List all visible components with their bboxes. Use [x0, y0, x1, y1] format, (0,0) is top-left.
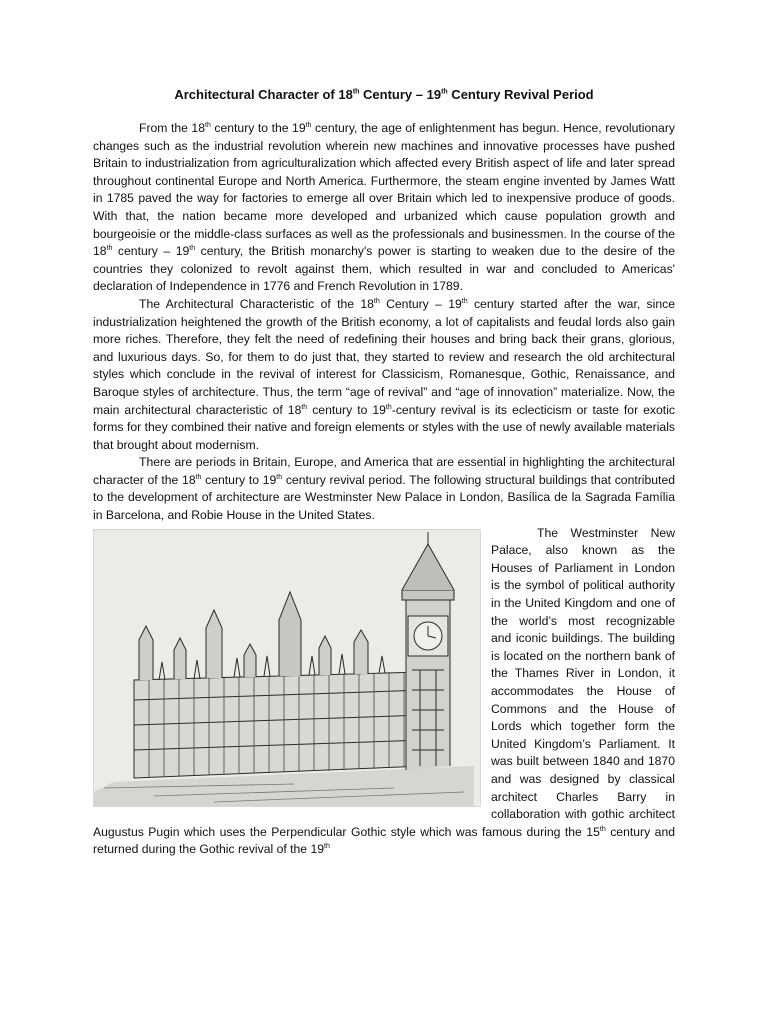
document-body [93, 120, 675, 859]
paragraph-architectural-characteristic: The Architectural Characteristic of the 18th Century – 19th century started after the war, since industrialization heightened the growth of the British economy, a lot of capitalists and feudal lords also gain more riches. Therefore, they felt the need of redefining their houses and bring back their grans, glorious, and luxurious days. So, for them to do just that, they started to review and research the old architectural styles which conclude in the revival of interest for Classicism, Romanesque, Gothic, Renaissance, and Baroque styles of architecture. Thus, the term “age of revival” and “age of innovation” materialize. Now, the main architectural characteristic of 18th century to 19th-century revival is its eclecticism or taste for exotic forms for they combined their native and foreign elements or styles with the use of newly available materials that brought about modernism. [93, 296, 675, 452]
paragraph-westminster: The Westminster New Palace, also known as the Houses of Parliament in London is the symbol of political authority in the United Kingdom and one of the world’s most recognizable and iconic buildings. The building is located on the northern bank of the Thames River in London, it accommodates the House of Commons and the House of Lords which together form the United Kingdom’s Parliament. It was built between 1840 and 1870 and was designed by classical architect Charles Barry in collaboration with gothic architect Augustus Pugin which uses the Perpendicular Gothic style which was famous during the 15th century and returned during the Gothic revival of the 19th [93, 525, 676, 857]
westminster-sketch-drawing [94, 530, 480, 806]
westminster-palace-sketch [93, 529, 481, 807]
paragraph-periods: There are periods in Britain, Europe, and America that are essential in highlighting the architectural character of the 18th century to 19th century revival period. The following structural buildings that contributed to the development of architecture are Westminster New Palace in London, Basílica de la Sagrada Família in Barcelona, and Robie House in the United States. [93, 455, 675, 523]
paragraph-enlightenment: From the 18th century to the 19th century, the age of enlightenment has begun. Hence, revolutionary changes such as the industrial revolution wherein new machines and innovative processes have pushed Britain to industrialization from agriculturalization which affected every British aspect of life and later spread throughout continental Europe and North America. Furthermore, the steam engine invented by James Watt in 1785 paved the way for factories to emerge all over Britain which led to inexpensive produce of goods. With that, the nation became more developed and urbanized which cause population growth and bourgeoisie or the middle-class surfaces as well as the professionals and businessmen. In the course of the 18th century – 19th century, the British monarchy's power is starting to weaken due to the desire of the countries they colonized to revolt against them, which resulted in war and concluded to Americas' declaration of Independence in 1776 and French Revolution in 1789. [93, 121, 675, 294]
page-title: Architectural Character of 18th Century – 19th Century Revival Period [174, 87, 594, 102]
